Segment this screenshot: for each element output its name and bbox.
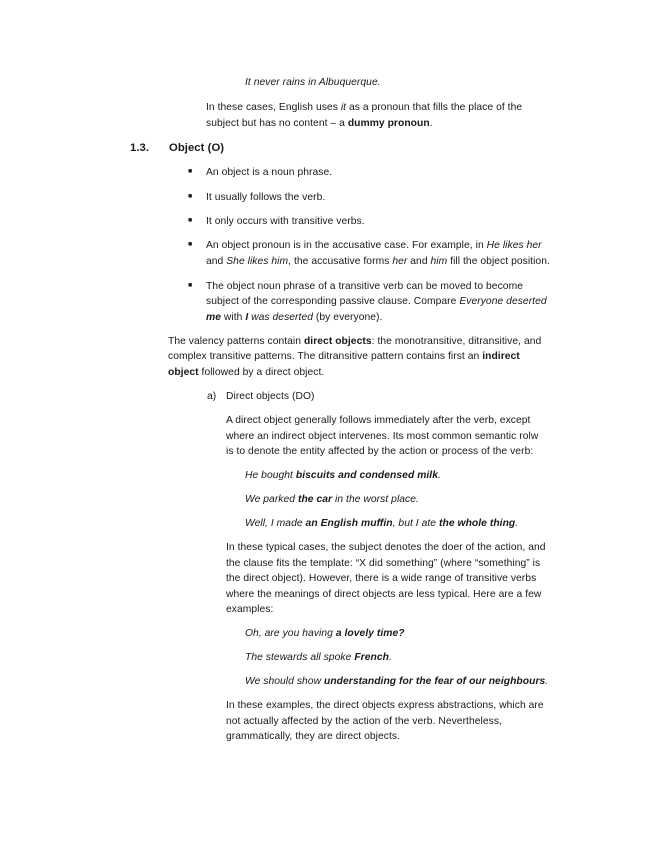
section-title: Object (O) — [169, 142, 225, 154]
example-sentence: We parked the car in the worst place. — [245, 494, 419, 505]
bullet-item-continuation: and She likes him, the accusative forms her and him fill the object position. — [206, 256, 550, 267]
bullet-item: It usually follows the verb. — [206, 192, 326, 203]
paragraph-line: In these examples, the direct objects express abstractions, which are — [226, 700, 544, 711]
bullet-item-continuation: subject of the corresponding passive clause. Compare Everyone deserted — [206, 296, 547, 307]
subsection-title: Direct objects (DO) — [226, 391, 315, 402]
bullet-marker: ■ — [188, 193, 193, 200]
bullet-marker: ■ — [188, 282, 193, 289]
bullet-marker: ■ — [188, 168, 193, 175]
paragraph-line: is to denote the entity affected by the action or process of the verb: — [226, 446, 534, 457]
paragraph-line: where the meanings of direct objects are less typical. Here are a few — [226, 589, 542, 600]
valency-paragraph-line: object followed by a direct object. — [168, 367, 325, 378]
bullet-item: It only occurs with transitive verbs. — [206, 216, 365, 227]
paragraph-line: where an indirect object intervenes. Its most common semantic rolw — [226, 431, 539, 442]
bullet-item-continuation: me with I was deserted (by everyone). — [206, 312, 383, 323]
paragraph-line: not actually affected by the action of the verb. Nevertheless, — [226, 716, 502, 727]
example-sentence: He bought biscuits and condensed milk. — [245, 470, 441, 481]
bullet-item: The object noun phrase of a transitive verb can be moved to become — [206, 281, 523, 292]
bullet-item: An object pronoun is in the accusative case. For example, in He likes her — [206, 240, 542, 251]
valency-paragraph-line: The valency patterns contain direct objects: the monotransitive, ditransitive, and — [168, 336, 542, 347]
example-sentence: Oh, are you having a lovely time? — [245, 628, 405, 639]
paragraph-line: the direct object). However, there is a wide range of transitive verbs — [226, 573, 537, 584]
intro-paragraph-line: In these cases, English uses it as a pronoun that fills the place of the — [206, 102, 523, 113]
valency-paragraph-line: complex transitive patterns. The ditransitive pattern contains first an indirect — [168, 351, 520, 362]
example-sentence: It never rains in Albuquerque. — [245, 77, 381, 88]
section-number: 1.3. — [130, 142, 150, 154]
subsection-marker: a) — [207, 391, 217, 402]
paragraph-line: In these typical cases, the subject denotes the doer of the action, and — [226, 542, 546, 553]
example-sentence: The stewards all spoke French. — [245, 652, 392, 663]
paragraph-line: A direct object generally follows immediately after the verb, except — [226, 415, 531, 426]
intro-paragraph-line: subject but has no content – a dummy pronoun. — [206, 118, 433, 129]
paragraph-line: examples: — [226, 604, 274, 615]
bullet-item: An object is a noun phrase. — [206, 167, 333, 178]
paragraph-line: grammatically, they are direct objects. — [226, 731, 401, 742]
example-sentence: We should show understanding for the fear of our neighbours. — [245, 676, 549, 687]
bullet-marker: ■ — [188, 241, 193, 248]
paragraph-line: the clause fits the template: “X did something” (where “something” is — [226, 558, 541, 569]
example-sentence: Well, I made an English muffin, but I ate the whole thing. — [245, 518, 519, 529]
bullet-marker: ■ — [188, 217, 193, 224]
